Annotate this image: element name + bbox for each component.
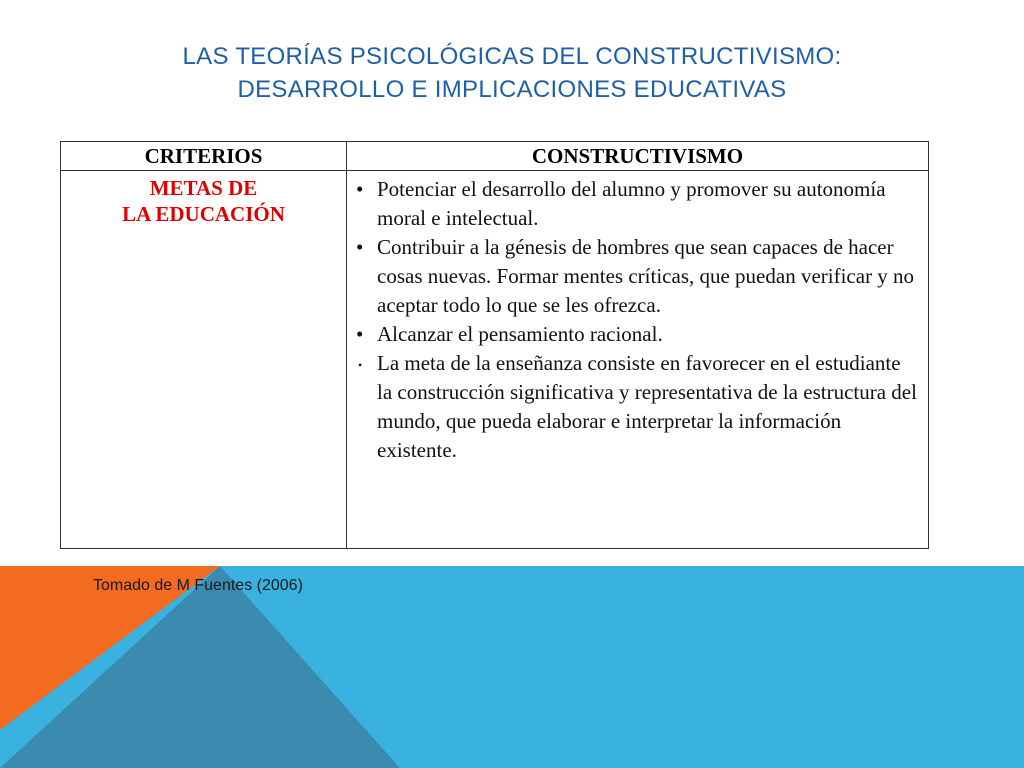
bullet-icon: •	[358, 358, 363, 372]
bullet-text: Potenciar el desarrollo del alumno y promover su autonomía moral e intelectual.	[377, 177, 886, 230]
criterio-line-2: LA EDUCACIÓN	[122, 202, 285, 226]
bullet-text: Contribuir a la génesis de hombres que sean capaces de hacer cosas nuevas. Formar mentes críticas, que puedan verificar y no aceptar todo lo que se les ofrezca.	[377, 235, 915, 317]
title-line-1: LAS TEORÍAS PSICOLÓGICAS DEL CONSTRUCTIVISMO:	[182, 43, 842, 70]
constructivismo-cell	[347, 171, 929, 549]
bullet-text: Alcanzar el pensamiento racional.	[377, 322, 663, 346]
bullet-icon: •	[356, 322, 364, 346]
criteria-table	[60, 141, 929, 549]
bullet-list	[353, 175, 918, 465]
bullet-text: La meta de la enseñanza consiste en favorecer en el estudiante la construcción significativa y representativa de la estructura del mundo, que pueda elaborar e interpretar la información existente.	[377, 351, 917, 462]
bullet-icon: •	[356, 177, 364, 201]
source-citation: Tomado de M Fuentes (2006)	[93, 577, 303, 594]
criterio-line-1: METAS DE	[149, 176, 258, 200]
title-line-2: DESARROLLO E IMPLICACIONES EDUCATIVAS	[237, 76, 787, 103]
header-constructivismo: CONSTRUCTIVISMO	[347, 142, 929, 171]
list-item	[353, 233, 918, 320]
criterio-cell	[61, 171, 347, 549]
header-criterios: CRITERIOS	[61, 142, 347, 171]
table-header-row	[61, 142, 929, 171]
bullet-icon: •	[356, 235, 364, 259]
table-row	[61, 171, 929, 549]
list-item	[353, 349, 918, 465]
slide-title	[0, 40, 1024, 106]
list-item	[353, 320, 918, 349]
list-item	[353, 175, 918, 233]
